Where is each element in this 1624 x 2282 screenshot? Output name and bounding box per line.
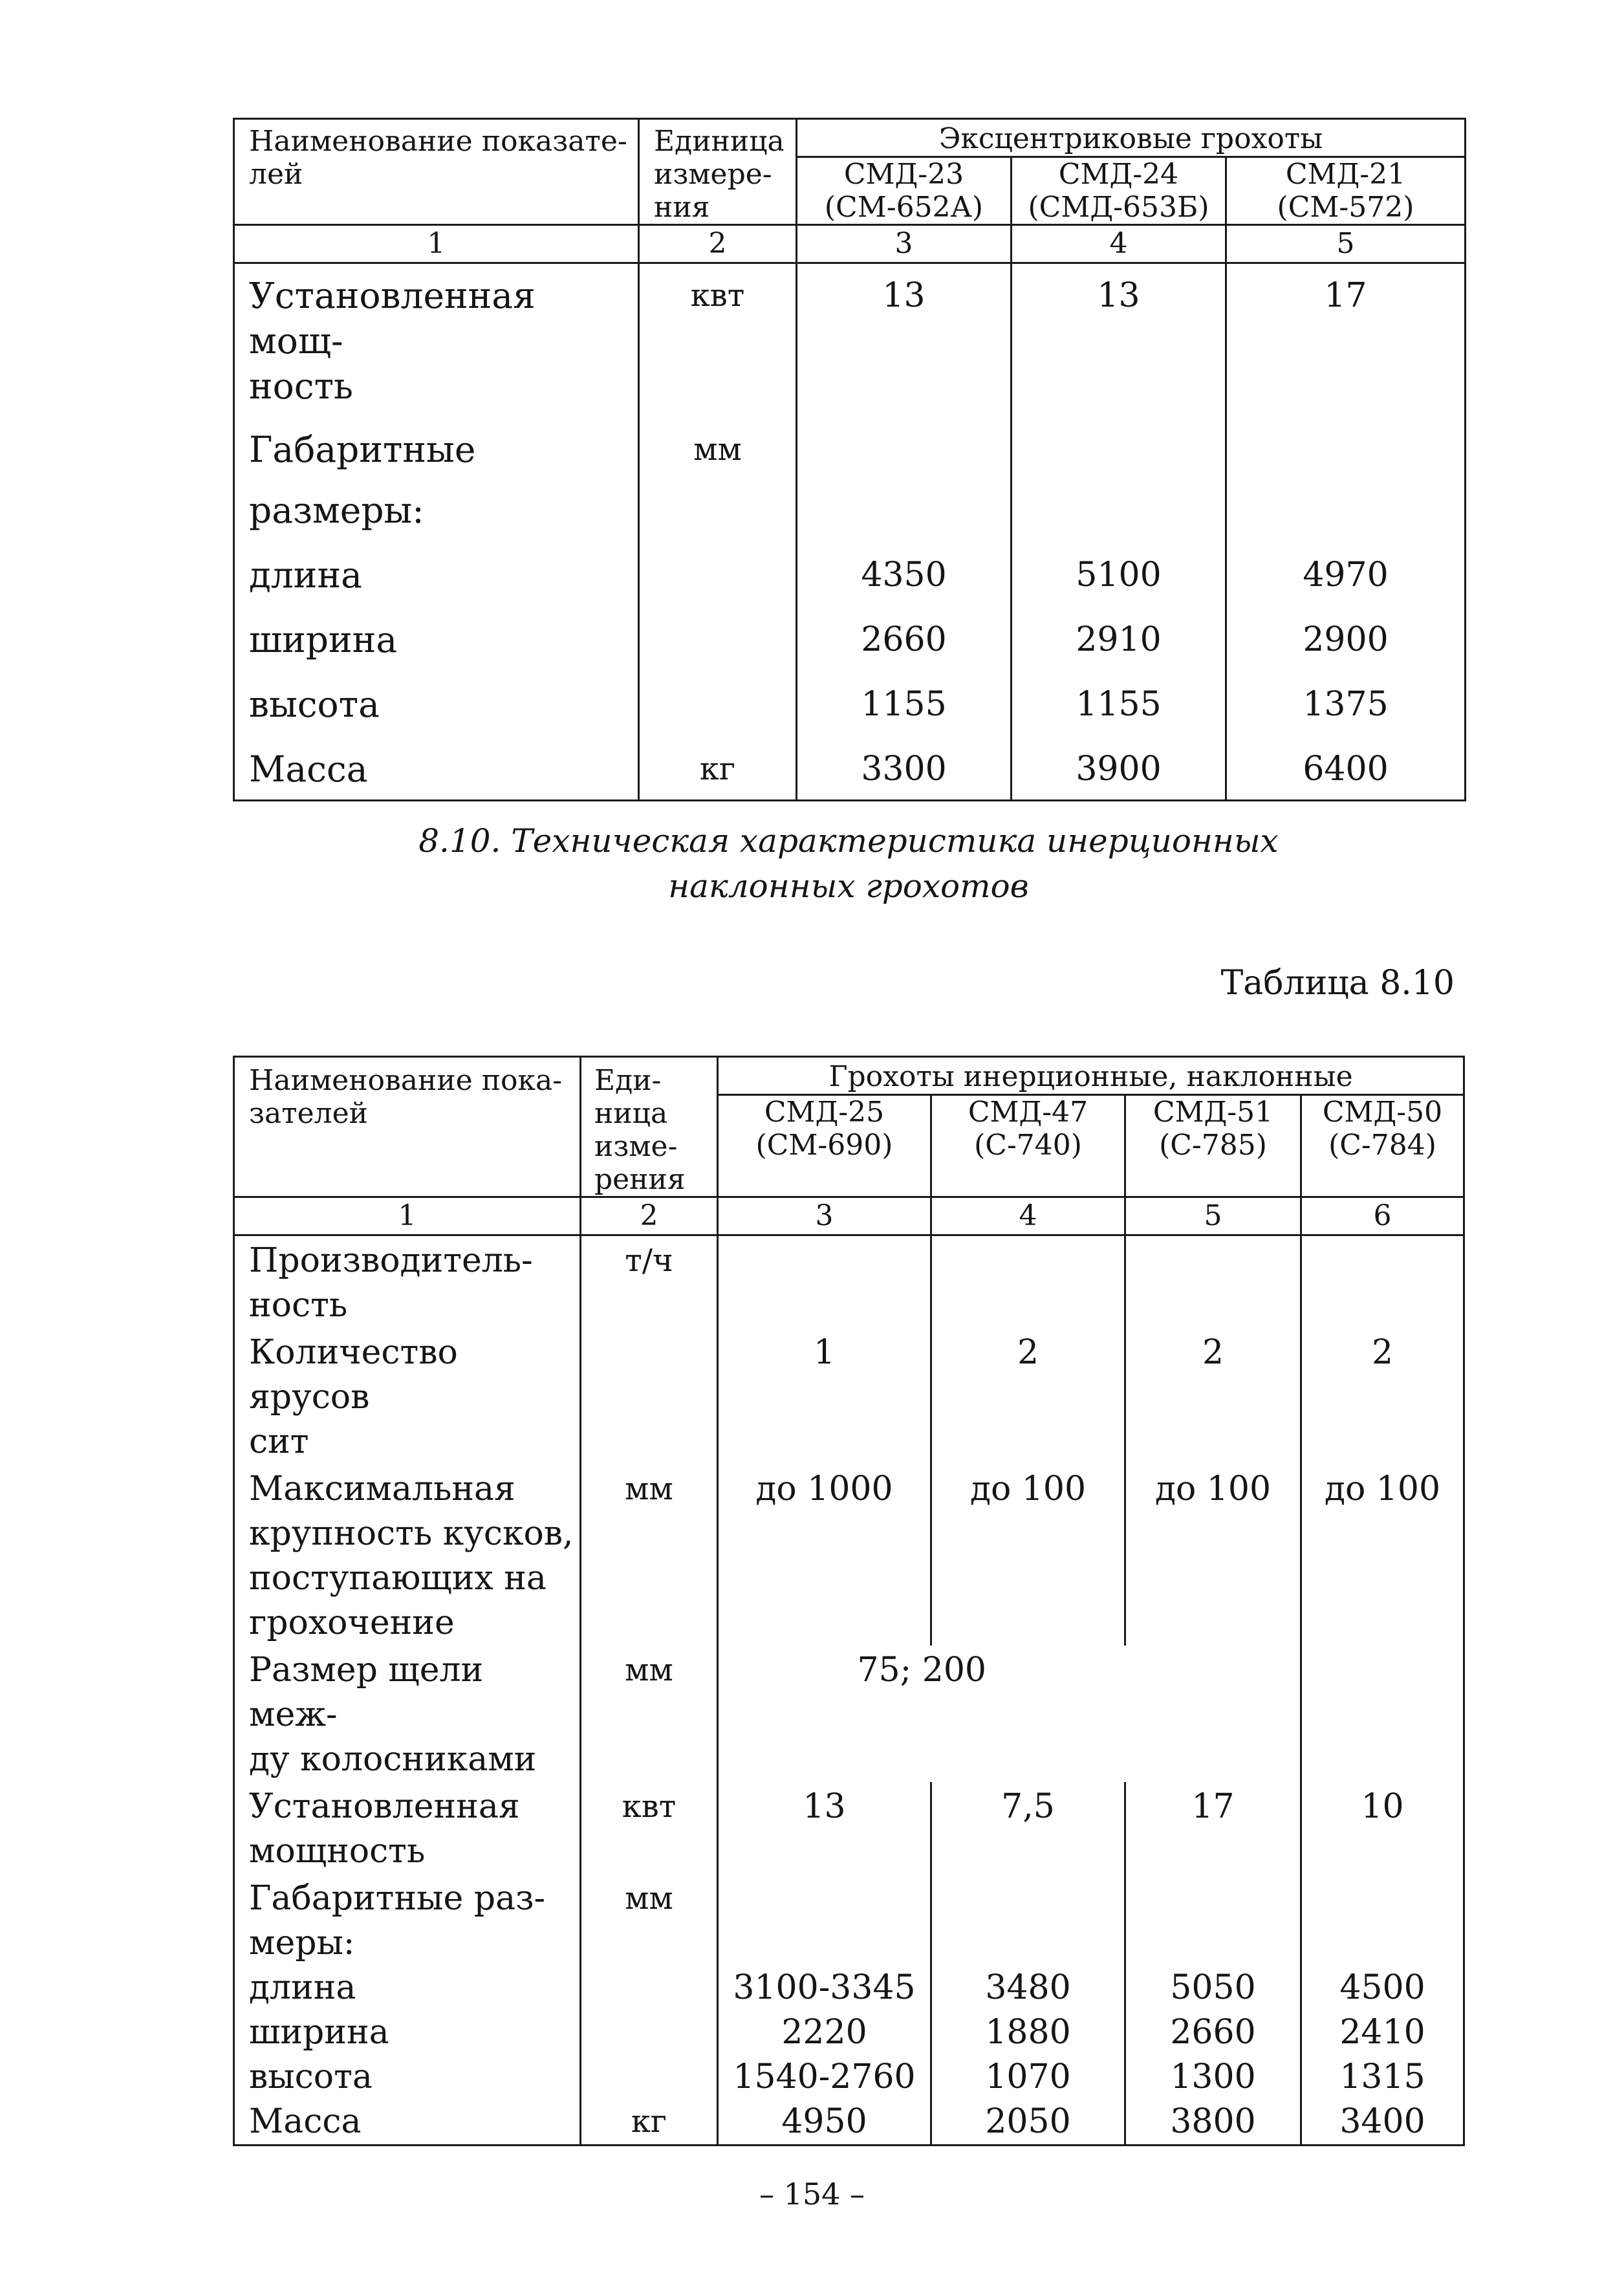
row-value: 13 <box>718 1782 931 1874</box>
column-number: 6 <box>1301 1197 1464 1235</box>
row-unit: мм <box>581 1874 718 1966</box>
row-value: 3400 <box>1301 2100 1464 2146</box>
row-name: Масса <box>234 2100 581 2146</box>
row-name: длина <box>234 541 639 605</box>
row-name: высота <box>234 2055 581 2100</box>
table-row <box>234 735 1466 801</box>
header-group-title: Грохоты инерционные, наклонные <box>718 1057 1464 1095</box>
row-unit: мм <box>639 415 797 541</box>
column-number: 3 <box>718 1197 931 1235</box>
row-value: 4970 <box>1226 541 1466 605</box>
row-value: 1155 <box>797 670 1012 735</box>
column-number: 3 <box>797 225 1012 263</box>
header-group-title: Эксцентриковые грохоты <box>797 119 1466 157</box>
header-model-4: СМД-50 (С-784) <box>1301 1095 1464 1197</box>
row-value: 17 <box>1125 1782 1301 1874</box>
eccentric-screens-table <box>233 118 1466 801</box>
row-name: Габаритные размеры: <box>234 415 639 541</box>
row-value: 1 <box>718 1328 931 1464</box>
row-name: высота <box>234 670 639 735</box>
row-value: 3900 <box>1012 735 1226 801</box>
table-row <box>234 1646 1464 1782</box>
row-value: 1315 <box>1301 2055 1464 2100</box>
row-unit <box>639 670 797 735</box>
row-value <box>1125 1235 1301 1329</box>
row-value: 2220 <box>718 2010 931 2055</box>
row-value <box>797 415 1012 541</box>
header-model-1: СМД-25 (СМ-690) <box>718 1095 931 1197</box>
row-value: 7,5 <box>931 1782 1125 1874</box>
row-name: Установленная мощ- ность <box>234 263 639 416</box>
row-value: 13 <box>1012 263 1226 416</box>
row-value <box>1301 1874 1464 1966</box>
header-indicator-name: Наименование пока- зателей <box>234 1057 581 1197</box>
row-value: 17 <box>1226 263 1466 416</box>
column-number: 1 <box>234 1197 581 1235</box>
row-unit <box>581 2055 718 2100</box>
header-model-2: СМД-24 (СМД-653Б) <box>1012 157 1226 225</box>
row-unit <box>581 1966 718 2010</box>
column-number: 2 <box>639 225 797 263</box>
row-value: 2 <box>1301 1328 1464 1464</box>
column-number: 2 <box>581 1197 718 1235</box>
header-model-3: СМД-21 (СМ-572) <box>1226 157 1466 225</box>
row-value: 10 <box>1301 1782 1464 1874</box>
row-value: 1880 <box>931 2010 1125 2055</box>
row-value: 2660 <box>1125 2010 1301 2055</box>
row-value-empty <box>1301 1646 1464 1782</box>
row-name: Установленная мощность <box>234 1782 581 1874</box>
row-value: 2900 <box>1226 605 1466 670</box>
column-number: 5 <box>1125 1197 1301 1235</box>
row-name: Масса <box>234 735 639 801</box>
row-value <box>931 1235 1125 1329</box>
row-value: 5050 <box>1125 1966 1301 2010</box>
row-unit <box>639 541 797 605</box>
row-unit: мм <box>581 1646 718 1782</box>
column-number: 1 <box>234 225 639 263</box>
row-value <box>1301 1235 1464 1329</box>
row-value: 2910 <box>1012 605 1226 670</box>
row-unit: т/ч <box>581 1235 718 1329</box>
row-value: 3300 <box>797 735 1012 801</box>
row-value: 2 <box>1125 1328 1301 1464</box>
row-unit: мм <box>581 1464 718 1646</box>
column-number: 5 <box>1226 225 1466 263</box>
row-value: 13 <box>797 263 1012 416</box>
table-caption: Таблица 8.10 <box>1220 964 1455 1003</box>
header-unit: Единица измере- ния <box>639 119 797 225</box>
row-unit: квт <box>639 263 797 416</box>
header-unit: Еди- ница изме- рения <box>581 1057 718 1197</box>
table-row <box>234 2100 1464 2146</box>
row-name: Размер щели меж- ду колосниками <box>234 1646 581 1782</box>
row-value: 2050 <box>931 2100 1125 2146</box>
table-row <box>234 2055 1464 2100</box>
column-number: 4 <box>931 1197 1125 1235</box>
header-model-1: СМД-23 (СМ-652А) <box>797 157 1012 225</box>
row-name: Производитель- ность <box>234 1235 581 1329</box>
table-row <box>234 2010 1464 2055</box>
row-value: 1300 <box>1125 2055 1301 2100</box>
column-number: 4 <box>1012 225 1226 263</box>
row-value: 3100-3345 <box>718 1966 931 2010</box>
row-value <box>1012 415 1226 541</box>
row-value: 1375 <box>1226 670 1466 735</box>
row-value <box>1226 415 1466 541</box>
table-row <box>234 1464 1464 1646</box>
table-row <box>234 263 1466 416</box>
table-row <box>234 1782 1464 1874</box>
row-value-merged: 75; 200 <box>718 1646 1125 1782</box>
row-value: 1155 <box>1012 670 1226 735</box>
row-value: 3800 <box>1125 2100 1301 2146</box>
row-value <box>718 1874 931 1966</box>
row-name: Габаритные раз- меры: <box>234 1874 581 1966</box>
row-value: до 1000 <box>718 1464 931 1646</box>
row-value: 2410 <box>1301 2010 1464 2055</box>
row-value <box>718 1235 931 1329</box>
header-model-3: СМД-51 (С-785) <box>1125 1095 1301 1197</box>
row-unit <box>639 605 797 670</box>
row-unit: кг <box>581 2100 718 2146</box>
row-value <box>931 1874 1125 1966</box>
row-value: 4350 <box>797 541 1012 605</box>
table-row <box>234 1966 1464 2010</box>
row-value: до 100 <box>1125 1464 1301 1646</box>
row-unit: квт <box>581 1782 718 1874</box>
row-value: 4500 <box>1301 1966 1464 2010</box>
row-unit: кг <box>639 735 797 801</box>
table-row <box>234 1328 1464 1464</box>
row-value: 5100 <box>1012 541 1226 605</box>
row-value: 6400 <box>1226 735 1466 801</box>
table-row <box>234 1874 1464 1966</box>
row-value: до 100 <box>1301 1464 1464 1646</box>
page-number: – 154 – <box>759 2177 865 2211</box>
row-value: до 100 <box>931 1464 1125 1646</box>
row-name: Количество ярусов сит <box>234 1328 581 1464</box>
inertial-screens-table <box>233 1056 1465 2146</box>
row-value: 1540-2760 <box>718 2055 931 2100</box>
row-unit <box>581 2010 718 2055</box>
row-name: ширина <box>234 2010 581 2055</box>
row-name: ширина <box>234 605 639 670</box>
row-name: Максимальная крупность кусков, поступающих на грохочение <box>234 1464 581 1646</box>
table-row <box>234 541 1466 605</box>
row-value: 3480 <box>931 1966 1125 2010</box>
row-value: 2 <box>931 1328 1125 1464</box>
row-name: длина <box>234 1966 581 2010</box>
table-row <box>234 1235 1464 1329</box>
table-row <box>234 415 1466 541</box>
section-title: 8.10. Техническая характеристика инерционных наклонных грохотов <box>418 822 1279 905</box>
header-model-2: СМД-47 (С-740) <box>931 1095 1125 1197</box>
row-value <box>1125 1874 1301 1966</box>
header-indicator-name: Наименование показате- лей <box>234 119 639 225</box>
row-value: 2660 <box>797 605 1012 670</box>
row-value: 1070 <box>931 2055 1125 2100</box>
row-unit <box>581 1328 718 1464</box>
row-value-empty <box>1125 1646 1301 1782</box>
table-row <box>234 670 1466 735</box>
row-value: 4950 <box>718 2100 931 2146</box>
table-row <box>234 605 1466 670</box>
